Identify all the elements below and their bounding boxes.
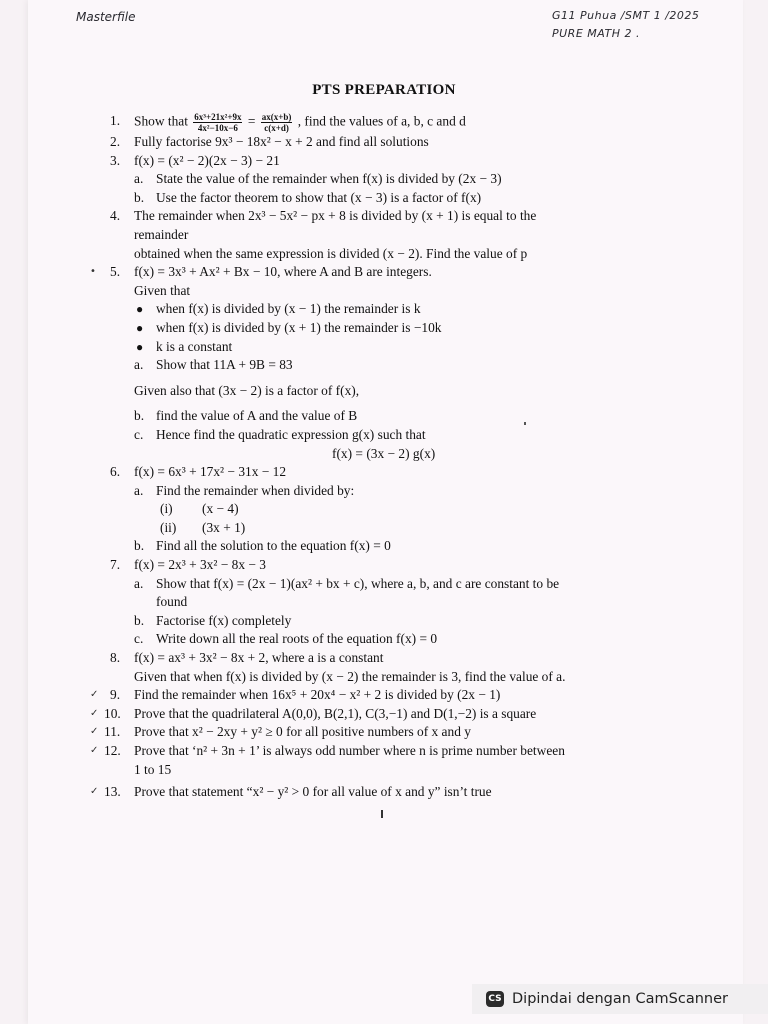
fraction-left [193, 112, 242, 133]
handwritten-check-icon: ✓ [90, 726, 99, 738]
handwritten-header-right [552, 7, 699, 43]
question-5c-equation: f(x) = (3x − 2) g(x) [332, 445, 436, 461]
handwritten-check-icon: ✓ [90, 786, 99, 798]
part-text-line: Show that f(x) = (2x − 1)(ax² + bx + c), where a, b, and c are constant to be [156, 575, 560, 591]
question-number: 1. [110, 113, 121, 128]
part-label: a. [134, 171, 144, 187]
question-text-line: 1 to 15 [134, 761, 172, 777]
subpart-text: (3x + 1) [202, 519, 246, 535]
part-label: c. [134, 426, 144, 442]
question-text: f(x) = 6x³ + 17x² − 31x − 12 [134, 464, 287, 480]
question-text: Show that [134, 113, 188, 129]
handwritten-check-icon: ✓ [90, 689, 99, 701]
fraction-right [261, 112, 293, 133]
question-3 [110, 152, 650, 171]
page-title: PTS PREPARATION [312, 82, 456, 98]
part-text: Hence find the quadratic expression g(x) such that [156, 426, 426, 442]
question-number: 2. [110, 134, 121, 149]
question-3a [110, 170, 650, 189]
handwritten-class-line: G11 Puhua /SMT 1 /2025 [552, 9, 700, 22]
question-text: Prove that the quadrilateral A(0,0), B(2,1), C(3,−1) and D(1,−2) is a square [134, 705, 537, 721]
subpart-text: (x − 4) [202, 501, 239, 517]
question-5-given: Given that [134, 282, 191, 298]
subpart-label: (ii) [160, 519, 177, 535]
question-text-line: Given that when f(x) is divided by (x − 2) the remainder is 3, find the value of a. [134, 668, 566, 684]
scanner-watermark [472, 984, 768, 1014]
fraction-numerator: 6x³+21x²+9x [194, 112, 242, 122]
question-5c [110, 426, 650, 445]
question-6a-i [110, 500, 650, 519]
question-text: f(x) = (x² − 2)(2x − 3) − 21 [134, 152, 280, 168]
question-number: 5. [110, 264, 121, 280]
question-5b [110, 407, 650, 426]
question-number: 11. [104, 724, 121, 740]
subpart-label: (i) [160, 501, 173, 517]
fraction-denominator: c(x+d) [264, 123, 289, 133]
question-6a-ii [110, 519, 650, 538]
bullet-icon: ● [136, 320, 144, 335]
question-number: 12. [104, 743, 121, 758]
question-1 [110, 112, 650, 133]
question-text-line: The remainder when 2x³ − 5x² − px + 8 is divided by (x + 1) is equal to the [134, 208, 537, 224]
question-text: Prove that x² − 2xy + y² ≥ 0 for all positive numbers of x and y [134, 724, 471, 740]
handwritten-subject-line: PURE MATH 2 . [552, 27, 640, 40]
part-label: a. [134, 357, 144, 373]
question-7c [110, 630, 650, 649]
question-text-line: Prove that ‘n² + 3n + 1’ is always odd number where n is prime number between [134, 743, 565, 758]
question-8 [110, 649, 650, 686]
part-label: b. [134, 408, 145, 424]
question-11 [90, 723, 650, 742]
question-5 [90, 263, 650, 282]
part-text: Write down all the real roots of the equation f(x) = 0 [156, 631, 438, 647]
question-10 [90, 705, 650, 724]
fraction-numerator: ax(x+b) [261, 112, 292, 122]
question-5a [110, 356, 650, 375]
equals-sign: = [247, 113, 256, 129]
question-number: 8. [110, 650, 121, 666]
part-text: Use the factor theorem to show that (x − 3) is a factor of f(x) [156, 189, 482, 205]
bullet-text: k is a constant [156, 338, 233, 354]
handwritten-dot-mark: • [90, 266, 96, 278]
bullet-icon: ● [136, 302, 144, 317]
part-label: a. [134, 482, 144, 498]
handwritten-check-icon: ✓ [90, 707, 99, 719]
question-text: f(x) = ax³ + 3x² − 8x + 2, where a is a constant [134, 650, 384, 666]
bullet-item [110, 338, 650, 357]
handwritten-check-icon: ✓ [90, 745, 99, 756]
handwritten-note-left: Masterfile [76, 10, 136, 24]
scanner-watermark-text: Dipindai dengan CamScanner [512, 991, 729, 1007]
question-5-given-also: Given also that (3x − 2) is a factor of f(x), [134, 382, 360, 398]
part-label: a. [134, 575, 144, 591]
question-text: f(x) = 2x³ + 3x² − 8x − 3 [134, 557, 266, 573]
question-text-line: remainder [134, 226, 189, 242]
question-number: 6. [110, 464, 121, 480]
camscanner-logo-icon: CS [486, 991, 504, 1007]
question-number: 3. [110, 152, 121, 168]
part-text-line: found [156, 594, 188, 610]
question-7 [110, 556, 650, 575]
fraction-denominator: 4x²−10x−6 [197, 123, 238, 133]
part-text: Show that 11A + 9B = 83 [156, 357, 293, 373]
question-6a [110, 482, 650, 501]
question-number: 7. [110, 557, 121, 573]
part-label: c. [134, 631, 144, 647]
bullet-text: when f(x) is divided by (x − 1) the remainder is k [156, 301, 421, 317]
question-number: 4. [110, 208, 121, 224]
question-7b [110, 612, 650, 631]
bullet-item [110, 319, 650, 338]
question-9 [90, 686, 650, 705]
question-4-continuation: obtained when the same expression is divided (x − 2). Find the value of p [134, 245, 528, 261]
question-7a [110, 575, 650, 612]
part-text: State the value of the remainder when f(x) is divided by (2x − 3) [156, 171, 502, 187]
question-2 [110, 133, 650, 152]
question-text: f(x) = 3x³ + Ax² + Bx − 10, where A and B are integers. [134, 264, 432, 280]
part-text: Factorise f(x) completely [156, 612, 292, 628]
part-label: b. [134, 612, 145, 628]
bullet-text: when f(x) is divided by (x + 1) the remainder is −10k [156, 319, 442, 335]
question-number: 10. [104, 705, 121, 721]
question-number: 9. [110, 687, 121, 703]
bullet-icon: ● [136, 339, 144, 354]
part-label: b. [134, 538, 145, 554]
question-12 [90, 742, 650, 779]
stray-pen-mark [381, 810, 383, 818]
part-text: Find the remainder when divided by: [156, 482, 355, 498]
question-text-end: , find the values of a, b, c and d [297, 113, 466, 129]
bullet-item [110, 300, 650, 319]
question-6b [110, 537, 650, 556]
part-text: Find all the solution to the equation f(x) = 0 [156, 538, 391, 554]
question-list [90, 112, 650, 802]
question-6 [110, 463, 650, 482]
question-3b [110, 189, 650, 208]
question-text: Prove that statement “x² − y² > 0 for all value of x and y” isn’t true [134, 784, 492, 800]
question-13 [90, 783, 650, 802]
part-label: b. [134, 189, 145, 205]
stray-pen-mark [524, 422, 526, 425]
question-text: Find the remainder when 16x⁵ + 20x⁴ − x² + 2 is divided by (2x − 1) [134, 687, 501, 703]
part-text: find the value of A and the value of B [156, 408, 358, 424]
question-number: 13. [104, 784, 121, 800]
question-text: Fully factorise 9x³ − 18x² − x + 2 and find all solutions [134, 134, 429, 149]
question-4 [110, 207, 650, 244]
